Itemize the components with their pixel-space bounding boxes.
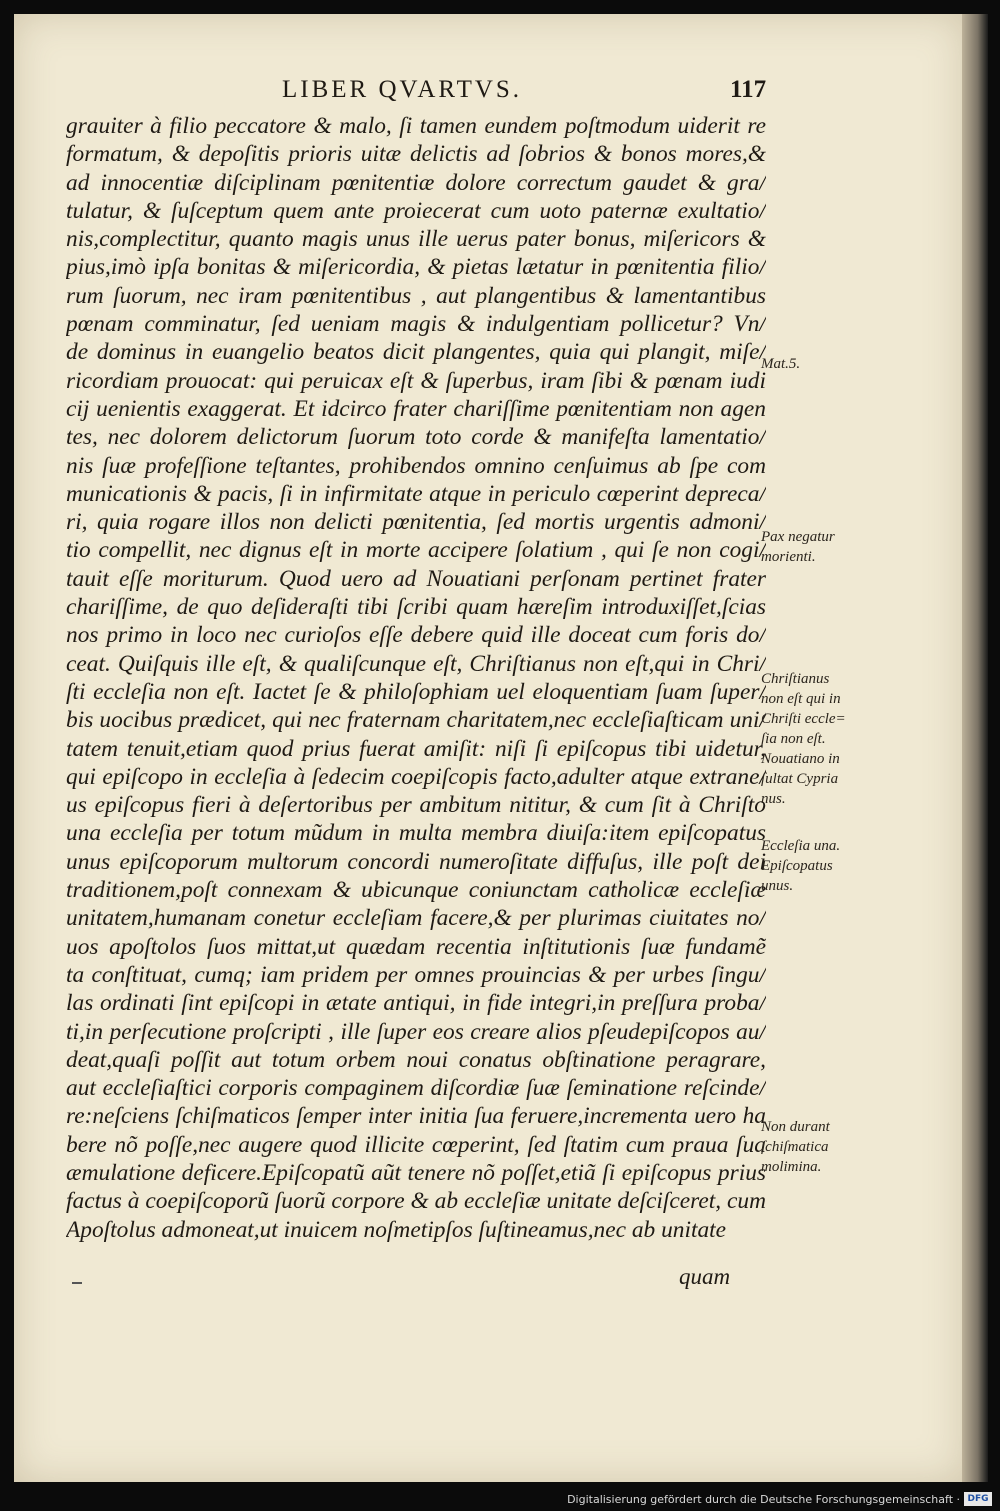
text-line: chariſſime, de quo deſideraſti tibi ſcribi quam hæreſim introduxiſſet,ſcias	[66, 594, 766, 621]
text-line: aut eccleſiaſtici corporis compaginem diſcordiæ ſuæ ſeminatione reſcinde/	[66, 1075, 766, 1102]
text-line: pius,imò ipſa bonitas & miſericordia, & pietas lætatur in pœnitentia filio/	[66, 254, 766, 281]
text-line: bere nõ poſſe,nec augere quod illicite cœperint, ſed ſtatim cum praua ſua	[66, 1131, 766, 1158]
text-line: qui epiſcopo in eccleſia à ſedecim coepiſcopis facto,adulter atque extrane/	[66, 763, 766, 790]
text-line: uos apoſtolos ſuos mittat,ut quædam recentia inſtitutionis ſuæ fundamẽ	[66, 933, 766, 960]
margin-note-line: Nouatiano in	[761, 751, 840, 767]
text-line: tes, nec dolorem delictorum ſuorum toto corde & manifeſta lamentatio/	[66, 424, 766, 451]
text-line: de dominus in euangelio beatos dicit plangentes, quia qui plangit, miſe/	[66, 339, 766, 366]
margin-note-line: ſultat Cypria	[761, 771, 839, 787]
text-line: ta conſtituat, cumq; iam pridem per omnes prouincias & per urbes ſingu/	[66, 961, 766, 988]
margin-note-line: Mat.5.	[761, 356, 801, 372]
text-line: grauiter à filio peccatore & malo, ſi tamen eundem poſtmodum uiderit re	[66, 113, 766, 139]
margin-note-line: morienti.	[761, 549, 816, 565]
text-line: deat,quaſi poſſit aut totum orbem noui conatus obſtinatione peragrare,	[66, 1046, 766, 1073]
margin-note-line: ſia non eſt.	[761, 731, 826, 747]
stray-ink-mark	[72, 1282, 82, 1284]
text-line: ceat. Quiſquis ille eſt, & qualiſcunque eſt, Chriſtianus non eſt,qui in Chri/	[66, 650, 766, 677]
text-line: nis,complectitur, quanto magis unus ille uerus pater bonus, miſericors &	[66, 226, 766, 253]
dfg-logo-icon: DFG	[964, 1492, 992, 1506]
text-line: unitatem,humanam conetur eccleſiam facere,& per plurimas ciuitates no/	[66, 905, 766, 932]
text-line: tulatur, & ſuſceptum quem ante proiecerat cum uoto paternæ exultatio/	[66, 197, 766, 224]
text-line: rum ſuorum, nec iram pœnitentibus , aut plangentibus & lamentantibus	[66, 282, 766, 309]
margin-note-line: Epiſcopatus	[761, 858, 833, 874]
text-line: unus epiſcoporum multorum concordi numeroſitate diffuſus, ille poſt dei	[66, 848, 766, 875]
margin-note-line: Chriſti eccle=	[761, 711, 846, 727]
margin-note-pax	[761, 527, 871, 567]
text-line: tauit eſſe moriturum. Quod uero ad Nouatiani perſonam pertinet frater	[66, 565, 766, 592]
text-line: tio compellit, nec dignus eſt in morte accipere ſolatium , qui ſe non cogi/	[66, 537, 766, 564]
text-line: Apoſtolus admoneat,ut inuicem noſmetipſos ſuſtineamus,nec ab unitate	[66, 1216, 727, 1243]
margin-note-line: ſchiſmatica	[761, 1139, 829, 1155]
text-line: us epiſcopus fieri à deſertoribus per ambitum nititur, & cum ſit à Chriſto	[66, 792, 766, 819]
text-line: las ordinati ſint epiſcopi in ætate antiqui, in fide integri,in preſſura proba/	[66, 990, 766, 1017]
text-line: traditionem,poſt connexam & ubicunque coniunctam catholicæ eccleſiæ	[66, 877, 766, 904]
text-line: formatum, & depoſitis prioris uitæ delictis ad ſobrios & bonos mores,&	[66, 141, 766, 168]
text-line: ad innocentiæ diſciplinam pœnitentiæ dolore correctum gaudet & gra/	[66, 169, 766, 196]
text-line: municationis & pacis, ſi in infirmitate atque in periculo cœperint depreca/	[66, 480, 766, 507]
text-line: cij uenientis exaggerat. Et idcirco frater chariſſime pœnitentiam non agen	[66, 395, 766, 422]
text-line: ricordiam prouocat: qui peruicax eſt & ſuperbus, iram ſibi & pœnam iudi	[66, 367, 766, 394]
margin-note-mat	[761, 354, 871, 374]
footer-bar	[0, 1489, 1000, 1511]
text-line: pœnam comminatur, ſed ueniam magis & indulgentiam pollicetur? Vn/	[66, 311, 766, 338]
margin-note-line: Pax negatur	[761, 529, 835, 545]
page-header	[14, 76, 964, 110]
page-number: 117	[730, 76, 767, 103]
footer-credit: Digitalisierung gefördert durch die Deutsche Forschungsgemeinschaft ·	[567, 1493, 960, 1506]
book-page	[14, 14, 964, 1482]
margin-note-christianus	[761, 669, 871, 809]
page-edge	[962, 14, 988, 1482]
margin-note-line: Non durant	[761, 1119, 830, 1135]
margin-note-ecclesia	[761, 836, 871, 896]
margin-note-schismatica	[761, 1117, 871, 1177]
margin-note-line: Chriſtianus	[761, 671, 830, 687]
text-line: ti,in perſecutione proſcripti , ille ſuper eos creare alios pſeudepiſcopos au/	[66, 1018, 766, 1045]
text-line: ſti eccleſia non eſt. Iactet ſe & philoſophiam uel eloquentiam ſuam ſuper/	[66, 678, 766, 705]
text-line: una eccleſia per totum mũdum in multa membra diuiſa:item epiſcopatus	[66, 820, 766, 847]
text-line: nos primo in loco nec curioſos eſſe debere quid ille doceat cum foris do/	[66, 622, 766, 649]
text-line: tatem tenuit,etiam quod prius fuerat amiſit: niſi ſi epiſcopus tibi uidetur,	[66, 735, 766, 762]
text-line: nis ſuæ profeſſione teſtantes, prohibendos omnino cenſuimus ab ſpe com	[66, 452, 766, 479]
margin-note-line: unus.	[761, 878, 794, 894]
margin-note-line: Eccleſia una.	[761, 838, 841, 854]
text-line: ri, quia rogare illos non delicti pœnitentia, ſed mortis urgentis admoni/	[66, 509, 766, 536]
margin-note-line: non eſt qui in	[761, 691, 841, 707]
running-head: LIBER QVARTVS.	[282, 76, 523, 103]
text-line: factus à coepiſcoporũ ſuorũ corpore & ab eccleſiæ unitate deſciſceret, cum	[66, 1188, 766, 1215]
text-line: re:neſciens ſchiſmaticos ſemper inter initia ſua feruere,incrementa uero ha	[66, 1103, 766, 1130]
main-text-block	[66, 112, 766, 1244]
text-line: æmulatione deficere.Epiſcopatũ aũt tenere nõ poſſet,etiã ſi epiſcopus prius	[66, 1159, 766, 1186]
margin-note-line: molimina.	[761, 1159, 822, 1175]
text-line: bis uocibus prædicet, qui nec fraternam charitatem,nec eccleſiaſticam uni/	[66, 707, 766, 734]
margin-note-line: nus.	[761, 791, 786, 807]
catchword: quam	[679, 1264, 731, 1289]
